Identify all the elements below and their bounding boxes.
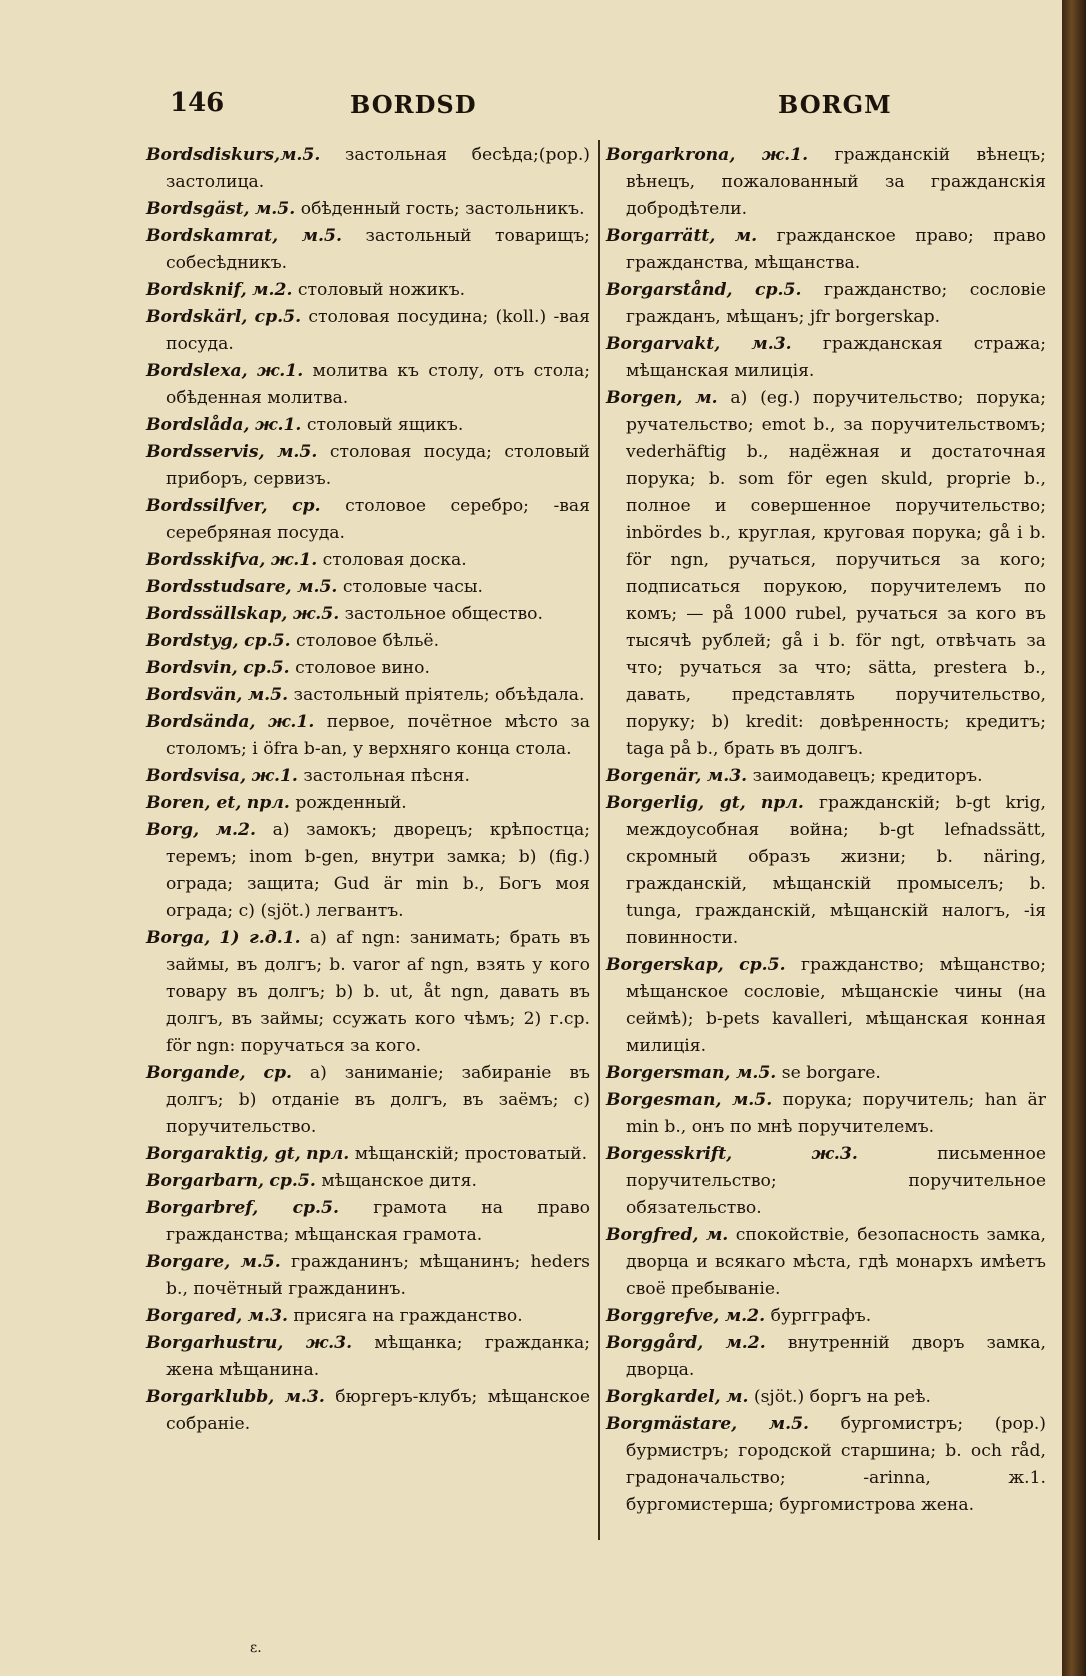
entry-headword: Bordsgäst, [146,199,250,219]
dictionary-entry [606,223,1046,277]
entry-grammar: м.5. [277,442,318,462]
entry-definition: гражданство; сословіе граждaнъ, мѣщанъ; jfr borgerskap. [626,280,1046,327]
entry-grammar: м.5. [731,1090,773,1110]
entry-headword: Bordssällskap, [146,604,288,624]
right-running-head: BORGM [778,90,892,119]
entry-headword: Bordsknif, [146,280,247,300]
entry-grammar: м. [734,226,758,246]
dictionary-entry [146,1060,590,1141]
left-column [146,142,590,1438]
entry-definition: столовое бѣльё. [296,631,440,651]
dictionary-entry [146,925,590,1060]
entry-grammar: ср.5. [269,1171,316,1191]
entry-grammar: ж.5. [292,604,340,624]
entry-definition: столовая доска. [322,550,467,570]
column-divider [598,140,600,1540]
dictionary-entry [606,1060,1046,1087]
entry-grammar: 1) г.д.1. [219,928,301,948]
entry-grammar: ж.1. [256,361,304,381]
dictionary-entry [146,358,590,412]
entry-definition: бургомистръ; (pop.) бурмистръ; городской старшина; b. och råd, градоначальство; -arinna, ж.1. бургомистерша; бургомистрова жена. [626,1414,1047,1515]
dictionary-entry [146,817,590,925]
entry-definition: заимодавецъ; кредиторъ. [752,766,983,786]
entry-definition: гражданская стража; мѣщанская милиція. [626,334,1046,381]
entry-definition: бюргеръ-клубъ; мѣщанское собраніе. [166,1387,590,1434]
entry-definition: гражданское право; право гражданства, мѣщанства. [626,226,1046,273]
dictionary-entry [146,1330,590,1384]
entry-headword: Bordsservis, [146,442,265,462]
dictionary-entry [606,790,1046,952]
signature-mark: ε. [250,1640,262,1656]
entry-headword: Borgarvakt, [606,334,721,354]
dictionary-entry [146,196,590,223]
entry-grammar: м. [695,388,718,408]
book-binding-edge [1062,0,1086,1676]
entry-definition: a) замокъ; дворецъ; крѣпостца; теремъ; inom b-gen, внутри замка; b) (fig.) ограда; защита; Gud är min b., Богъ моя ограда; c) (sjöt.) легвантъ. [166,820,590,921]
dictionary-entry [146,439,590,493]
dictionary-entry [606,385,1046,763]
entry-grammar: ср.5. [292,1198,339,1218]
entry-definition: рожденный. [295,793,407,813]
entry-headword: Borga, [146,928,211,948]
dictionary-entry [606,952,1046,1060]
entry-grammar: ж.1. [270,550,318,570]
entry-grammar: м.2. [725,1333,766,1353]
entry-definition: застольный товарищъ; собесѣдникъ. [166,226,590,273]
entry-definition: спокойствіе, безопасность замка, дворца и всякаго мѣста, гдѣ монархъ имѣетъ своё пребываніе. [626,1225,1046,1299]
entry-headword: Borgande, [146,1063,246,1083]
entry-definition: гражданскій; b-gt krig, междоусобная война; b-gt lefnadssätt, скромный образъ жизни; b. näring, гражданскій, мѣщанскій промыселъ; b. tunga, гражданскій, мѣщанскій налогъ, -ія повинности. [626,793,1047,948]
entry-definition: мѣщанка; гражданка; жена мѣщанина. [166,1333,590,1380]
dictionary-entry [146,412,590,439]
entry-definition: первое, почётное мѣсто за столомъ; i öfra b-an, у верхняго конца стола. [166,712,590,759]
entry-grammar: прл. [306,1144,350,1164]
entry-definition: a) (eg.) поручительство; порука; ручательство; emot b., за поручительствомъ; vederhäftig b., надёжная и достаточная порука; b. som för egen skuld, proprie b., полное и совершенное поручительство; inbördes b., круглая, круговая порука; gå i b. för ngn, ручаться, поручиться за кого; подписаться порукою, поручителемъ по комъ; — på 1000 rubel, ручаться за кого въ тысячѣ рублей; gå i b. för ngt, отвѣчать за что; ручаться за что; sätta, prestera b., давать, представлять поручительство, поруку; b) kredit: довѣренность; кредитъ; taga på b., брать въ долгъ. [626,388,1047,759]
entry-headword: Borgen, [606,388,683,408]
entry-grammar: м.5. [736,1063,777,1083]
entry-definition: столовый ящикъ. [306,415,464,435]
entry-definition: se borgare. [781,1063,881,1083]
dictionary-entry [146,223,590,277]
entry-definition: столовое серебро; -вая серебряная посуда. [166,496,591,543]
entry-headword: Borgarklubb, [146,1387,275,1407]
entry-grammar: ср. [263,1063,292,1083]
entry-definition: мѣщанскій; простоватый. [354,1144,588,1164]
entry-headword: Borgfred, [606,1225,699,1245]
entry-grammar: ж.1. [267,712,315,732]
dictionary-entry [606,1141,1046,1222]
entry-definition: (sjöt.) боргъ на реѣ. [753,1387,931,1407]
entry-definition: застольная бесѣда;(pop.) застолица. [166,145,591,192]
dictionary-entry [146,709,590,763]
entry-headword: Borgaraktig, gt, [146,1144,301,1164]
entry-headword: Borgerskap, [606,955,724,975]
dictionary-entry [146,574,590,601]
entry-grammar: ср.5. [254,307,302,327]
page-header [0,88,1062,128]
entry-definition: столовая посуда; столовый приборъ, сервизъ. [166,442,590,489]
entry-grammar: м.5. [297,577,338,597]
entry-grammar: м.3. [284,1387,325,1407]
entry-headword: Borgkardel, [606,1387,721,1407]
entry-definition: a) заниманіе; забираніе въ долгъ; b) отданіе въ долгъ, въ заёмъ; c) поручительство. [166,1063,590,1137]
entry-headword: Bordsstudsare, [146,577,292,597]
entry-grammar: м.5. [240,1252,281,1272]
entry-grammar: м. [726,1387,749,1407]
entry-grammar: ср. [292,496,321,516]
dictionary-entry [606,142,1046,223]
entry-definition: застольный пріятель; объѣдала. [293,685,585,705]
dictionary-entry [146,277,590,304]
entry-headword: Borggrefve, [606,1306,720,1326]
entry-headword: Borgare, [146,1252,231,1272]
entry-headword: Borgarkrona, [606,145,736,165]
dictionary-entry [146,1384,590,1438]
entry-grammar: ж.1. [761,145,809,165]
entry-headword: Borgared, [146,1306,243,1326]
entry-definition: бургграфъ. [770,1306,872,1326]
entry-definition: столовая посудина; (koll.) -вая посуда. [166,307,591,354]
dictionary-entry [146,547,590,574]
entry-definition: столовые часы. [342,577,484,597]
entry-headword: Borgarbref, [146,1198,259,1218]
entry-definition: гражданскій вѣнецъ; вѣнецъ, пожалованный за гражданскія добродѣтели. [626,145,1046,219]
entry-headword: Borgerlig, gt, [606,793,746,813]
dictionary-entry [146,493,590,547]
entry-headword: Borgarrätt, [606,226,716,246]
dictionary-entry [146,1168,590,1195]
entry-grammar: ср.5. [243,658,290,678]
entry-headword: Bordskärl, [146,307,248,327]
entry-headword: Borgesman, [606,1090,722,1110]
dictionary-entry [606,1330,1046,1384]
entry-grammar: прл. [760,793,804,813]
entry-headword: Borgenär, [606,766,702,786]
right-column [606,142,1046,1519]
dictionary-entry [606,1384,1046,1411]
entry-grammar: м. [705,1225,729,1245]
dictionary-entry [146,1249,590,1303]
entry-grammar: м.3. [247,1306,288,1326]
entry-definition: внутренній дворъ замка, дворца. [626,1333,1047,1380]
entry-grammar: ж.3. [305,1333,353,1353]
entry-definition: застольная пѣсня. [303,766,470,786]
entry-grammar: м.3. [706,766,748,786]
entry-headword: Bordsvän, [146,685,243,705]
entry-definition: порука; поручитель; han är min b., онъ по мнѣ поручителемъ. [626,1090,1047,1137]
dictionary-entry [146,1195,590,1249]
entry-grammar: ср.5. [755,280,802,300]
entry-headword: Borggård, [606,1333,704,1353]
entry-grammar: м.5. [254,199,296,219]
dictionary-entry [606,277,1046,331]
dictionary-entry [146,601,590,628]
entry-headword: Borgersman, [606,1063,731,1083]
entry-grammar: ср.5. [244,631,291,651]
entry-headword: Boren, et, [146,793,242,813]
entry-grammar: м.3. [751,334,792,354]
entry-grammar: м.5. [768,1414,810,1434]
entry-grammar: м.5. [247,685,289,705]
entry-headword: Bordstyg, [146,631,239,651]
entry-headword: Bordslexa, [146,361,248,381]
dictionary-entry [146,142,590,196]
entry-definition: молитва къ столу, отъ стола; обѣденная молитва. [166,361,591,408]
entry-definition: гражданство; мѣщанство; мѣщанское сословіе, мѣщанскіе чины (на сеймѣ); b-pets kavalleri, мѣщанская конная милиція. [626,955,1046,1056]
entry-headword: Bordsvisa, [146,766,247,786]
entry-headword: Bordssilfver, [146,496,268,516]
entry-definition: столовый ножикъ. [297,280,466,300]
dictionary-entry [146,1303,590,1330]
dictionary-entry [146,655,590,682]
dictionary-entry [146,304,590,358]
dictionary-entry [146,682,590,709]
entry-grammar: ср.5. [739,955,786,975]
page-number: 146 [170,88,225,118]
dictionary-entry [606,331,1046,385]
entry-headword: Borgmästare, [606,1414,738,1434]
dictionary-entry [146,628,590,655]
entry-definition: письменное поручительство; поручительное обязательство. [626,1144,1047,1218]
dictionary-entry [146,763,590,790]
entry-definition: грамота на право гражданства; мѣщанская грамота. [166,1198,591,1245]
dictionary-entry [606,1303,1046,1330]
entry-definition: мѣщанское дитя. [321,1171,477,1191]
dictionary-entry [606,763,1046,790]
dictionary-entry [146,1141,590,1168]
entry-headword: Bordsvin, [146,658,238,678]
entry-headword: Bordsända, [146,712,256,732]
entry-definition: столовое вино. [295,658,430,678]
entry-definition: обѣденный гость; застольникъ. [300,199,585,219]
entry-grammar: м.5. [301,226,342,246]
entry-definition: присяга на гражданство. [293,1306,523,1326]
entry-headword: Borgarbarn, [146,1171,264,1191]
entry-grammar: м.2. [724,1306,766,1326]
entry-headword: Borgarstånd, [606,280,733,300]
entry-definition: застольное общество. [344,604,543,624]
entry-headword: Borgarhustru, [146,1333,284,1353]
entry-grammar: прл. [246,793,290,813]
entry-headword: Bordskamrat, [146,226,279,246]
entry-headword: Borg, [146,820,200,840]
entry-definition: a) af ngn: занимать; брать въ займы, въ долгъ; b. varor af ngn, взять у кого товару въ долгъ; b) b. ut, åt ngn, давать въ долгъ, въ займы; ссужать кого чѣмъ; 2) г.ср. för ngn: поручаться за кого. [166,928,591,1056]
dictionary-entry [606,1222,1046,1303]
entry-headword: Borgesskrift, [606,1144,733,1164]
entry-definition: гражданинъ; мѣщанинъ; heders b., почётный гражданинъ. [166,1252,591,1299]
entry-headword: Bordslåda, [146,415,250,435]
entry-grammar: ж.3. [811,1144,858,1164]
dictionary-entry [606,1087,1046,1141]
entry-headword: Bordsdiskurs,м.5. [146,145,321,165]
entry-grammar: ж.1. [251,766,298,786]
left-running-head: BORDSD [350,90,477,119]
entry-grammar: м.2. [215,820,256,840]
entry-grammar: ж.1. [255,415,302,435]
dictionary-entry [146,790,590,817]
entry-headword: Bordsskifva, [146,550,266,570]
dictionary-entry [606,1411,1046,1519]
entry-grammar: м.2. [252,280,293,300]
